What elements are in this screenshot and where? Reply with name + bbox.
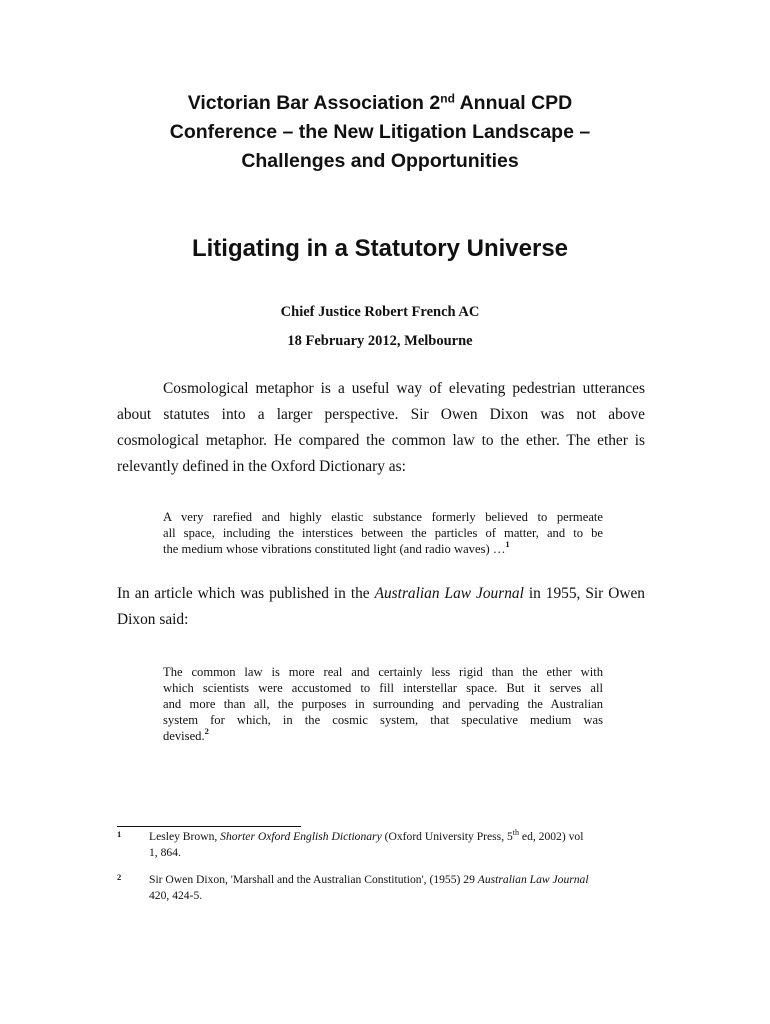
quote-line	[163, 541, 603, 557]
footnote-body	[149, 872, 657, 904]
footnote-text: Sir Owen Dixon, 'Marshall and the Australian Constitution', (1955) 29	[149, 873, 478, 886]
paragraph-line: Cosmological metaphor is a useful way of elevating pedestrian utterances	[163, 380, 645, 397]
footnote-reference-1[interactable]: 1	[505, 539, 510, 550]
quote-line: and more than all, the purposes in surrounding and pervading the Australian	[163, 697, 603, 711]
journal-title-italic: Australian Law Journal	[374, 585, 524, 602]
body-paragraph-1	[117, 376, 645, 480]
paper-title: Litigating in a Statutory Universe	[191, 235, 569, 262]
paragraph-line: relevantly defined in the Oxford Dictionary as:	[117, 458, 406, 475]
footnote-text: Lesley Brown,	[149, 830, 221, 843]
footnote-reference-2[interactable]: 2	[204, 726, 209, 737]
conference-title-line-1	[100, 89, 660, 118]
body-paragraph-2	[117, 581, 645, 633]
paragraph-line: about statutes into a larger perspective. Sir Owen Dixon was not above	[117, 406, 645, 423]
quote-line: The common law is more real and certainly less rigid than the ether with	[163, 665, 603, 679]
quote-line	[163, 728, 603, 744]
quote-line: A very rarefied and highly elastic substance formerly believed to permeate	[163, 510, 603, 524]
book-title-italic: Shorter Oxford English Dictionary	[220, 830, 382, 843]
footnote-line	[149, 872, 657, 888]
paragraph-line: Dixon said:	[117, 611, 189, 628]
conference-title-line-3: Challenges and Opportunities	[241, 150, 519, 172]
journal-title-italic: Australian Law Journal	[477, 873, 589, 886]
footnote-line: 1, 864.	[149, 846, 181, 859]
quote-text: devised.	[163, 729, 205, 743]
conference-title	[100, 89, 660, 176]
paragraph-text: In an article which was published in the	[117, 585, 375, 602]
paragraph-line	[117, 581, 645, 607]
footnote-text: (Oxford University Press, 5	[381, 830, 513, 843]
footnote-body	[149, 829, 657, 861]
author-line: Chief Justice Robert French AC	[280, 304, 480, 320]
footnote-number: 2	[117, 872, 122, 882]
conference-title-line-2: Conference – the New Litigation Landscape –	[169, 121, 591, 143]
conference-title-text: Annual CPD	[454, 92, 573, 114]
quote-line: which scientists were accustomed to fill interstellar space. But it serves all	[163, 681, 603, 695]
footnote-number: 1	[117, 829, 122, 839]
paragraph-text: in 1955, Sir Owen	[523, 585, 645, 602]
footnote-line	[149, 829, 657, 845]
ordinal-superscript: nd	[440, 91, 455, 106]
block-quote-2	[163, 664, 603, 744]
quote-line: system for which, in the cosmic system, that speculative medium was	[163, 713, 603, 727]
footnote-text: ed, 2002) vol	[519, 830, 584, 843]
paragraph-line: cosmological metaphor. He compared the common law to the ether. The ether is	[117, 432, 645, 449]
footnote-separator	[117, 826, 301, 827]
date-line: 18 February 2012, Melbourne	[287, 333, 473, 349]
edition-superscript: th	[512, 828, 520, 838]
quote-line: all space, including the interstices between the particles of matter, and to be	[163, 526, 603, 540]
quote-text: the medium whose vibrations constituted light (and radio waves) …	[163, 542, 506, 556]
conference-title-text: Victorian Bar Association 2	[187, 92, 441, 114]
block-quote-1	[163, 509, 603, 557]
footnote-line: 420, 424-5.	[149, 889, 203, 902]
